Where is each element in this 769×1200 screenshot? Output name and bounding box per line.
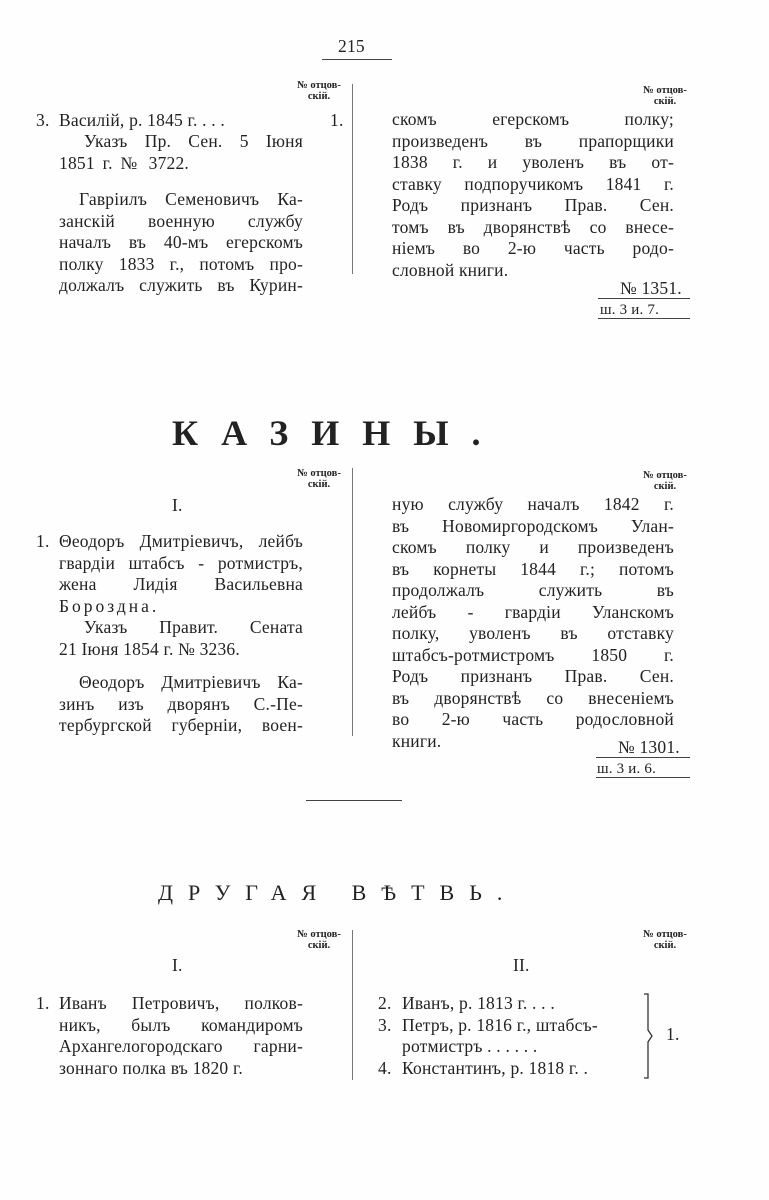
generation-numeral: II. xyxy=(513,955,530,975)
col-label-right: № отцов- скій. xyxy=(643,470,687,492)
entry-number: 3. xyxy=(36,110,50,130)
child-number: 4. xyxy=(378,1057,392,1078)
column-divider xyxy=(352,84,353,274)
child-text: Иванъ, р. 1813 г. . . . xyxy=(402,993,555,1013)
entry-text: Василій, р. 1845 г. . . . xyxy=(59,110,225,130)
col-label-left: № отцов- скій. xyxy=(297,80,341,102)
archive-shelf-rule xyxy=(598,318,690,319)
archive-ref: № 1301. xyxy=(618,737,680,757)
family-title: КАЗИНЫ. xyxy=(172,413,504,453)
archive-ref: № 1351. xyxy=(620,278,682,298)
father-number: 1. xyxy=(330,110,344,130)
archive-shelf: ш. 3 и. 7. xyxy=(600,302,660,318)
left-text-block: Указъ Пр. Сен. 5 Іюня 1851 г. № 3722. Гавріилъ Семеновичъ Ка- занскій военную службу началъ въ 40-мъ егерскомъ полку 1833 г., потомъ про- должалъ служить въ Курин- xyxy=(59,131,303,295)
right-text-block: скомъ егерскомъ полку; произведенъ въ прапорщики 1838 г. и уволенъ въ от- ставку подпоручикомъ 1841 г. Родъ признанъ Прав. Сен. томъ въ дворянствѣ со внесе- ніемъ во 2-ю часть родо- словной книги. xyxy=(392,109,674,280)
col-label-left: № отцов- скій. xyxy=(297,468,341,490)
child-text: Петръ, р. 1816 г., штабсъ- xyxy=(402,1014,598,1035)
child-number: 2. xyxy=(378,993,392,1013)
page-number: 215 xyxy=(338,36,365,56)
branch-title: ДРУГАЯ ВѢТВЬ. xyxy=(158,880,518,905)
child-number: 3. xyxy=(378,1014,392,1035)
right-text-block: ную службу началъ 1842 г. въ Новомиргородскомъ Улан- скомъ полку и произведенъ въ корнеты 1844 г.; потомъ продолжалъ служить въ лейбъ - гвардіи Уланскомъ полку, уволенъ въ отставку штабсъ-ротмистромъ 1850 г. Родъ признанъ Прав. Сен. въ дворянствѣ со внесеніемъ во 2-ю часть родословной книги. xyxy=(392,494,674,751)
child-text: ротмистръ . . . . . . xyxy=(402,1036,538,1056)
list-item xyxy=(378,1036,646,1058)
list-item xyxy=(378,1015,646,1037)
list-item xyxy=(378,1058,646,1080)
children-brace xyxy=(640,992,654,1080)
generation-numeral: I. xyxy=(172,955,183,975)
entry-text: Θеодоръ Дмитріевичъ, лейбъ гвардіи штабсъ - ротмистръ, жена Лидія Васильевна Бороздна. Указъ Правит. Сената 21 Іюня 1854 г. № 3236. xyxy=(59,531,303,659)
list-item xyxy=(378,993,646,1015)
entry-text: Иванъ Петровичъ, полков- никъ, былъ командиромъ Архангелогородскаго гарни- зоннаго полка въ 1820 г. xyxy=(59,993,303,1078)
col-label-right: № отцов- скій. xyxy=(643,929,687,951)
left-text-block: Θеодоръ Дмитріевичъ Ка- зинъ изъ дворянъ С.-Пе- тербургской губерніи, воен- xyxy=(59,672,303,735)
children-list xyxy=(378,993,646,1079)
entry-number: 1. xyxy=(36,993,50,1013)
column-divider xyxy=(352,930,353,1080)
col-label-right: № отцов- скій. xyxy=(643,85,687,107)
father-number: 1. xyxy=(666,1024,680,1044)
section-divider xyxy=(306,800,402,801)
col-label-left: № отцов- скій. xyxy=(297,929,341,951)
archive-shelf-rule xyxy=(596,777,690,778)
entry-number: 1. xyxy=(36,531,50,551)
child-text: Константинъ, р. 1818 г. . xyxy=(402,1057,589,1078)
archive-ref-rule xyxy=(596,757,690,758)
generation-numeral: I. xyxy=(172,495,183,515)
page-number-rule xyxy=(322,59,392,60)
archive-ref-rule xyxy=(598,298,690,299)
archive-shelf: ш. 3 и. 6. xyxy=(597,761,657,777)
column-divider xyxy=(352,468,353,736)
